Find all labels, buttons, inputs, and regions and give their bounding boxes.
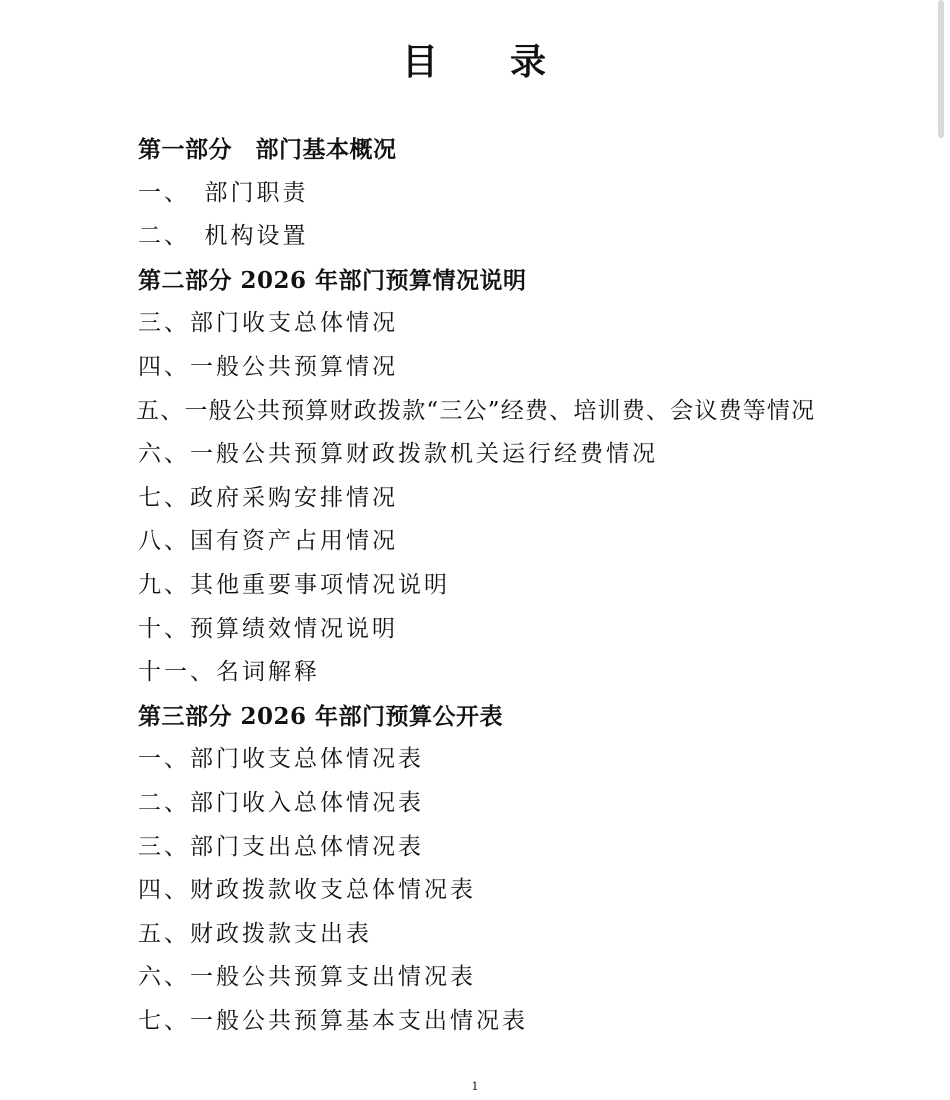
toc-item: 八、国有资产占用情况 <box>138 528 398 555</box>
toc-item: 五、财政拨款支出表 <box>138 920 372 947</box>
toc-item: 一、 部门职责 <box>138 179 309 206</box>
toc-part-2: 第二部分 2026 年部门预算情况说明 <box>138 266 527 294</box>
toc-item: 三、部门收支总体情况 <box>138 310 398 337</box>
toc-item: 一、部门收支总体情况表 <box>138 746 424 773</box>
page-number: 1 <box>471 1080 479 1093</box>
page-title <box>0 34 950 85</box>
toc-item: 四、一般公共预算情况 <box>138 353 398 380</box>
toc-item: 二、部门收入总体情况表 <box>138 789 424 816</box>
toc-item: 七、政府采购安排情况 <box>138 484 398 511</box>
title-char-left: 目 <box>401 41 440 83</box>
toc-item: 十一、名词解释 <box>138 659 320 686</box>
toc-part-1: 第一部分 部门基本概况 <box>138 136 397 163</box>
toc-item: 五、一般公共预算财政拨款“三公”经费、培训费、会议费等情况 <box>136 397 816 424</box>
toc-item: 九、其他重要事项情况说明 <box>138 571 450 598</box>
toc-item: 十、预算绩效情况说明 <box>138 615 398 642</box>
toc-part-3: 第三部分 2026 年部门预算公开表 <box>138 702 504 730</box>
toc-item: 二、 机构设置 <box>138 223 309 250</box>
toc-item: 六、一般公共预算支出情况表 <box>138 964 476 991</box>
toc-item: 七、一般公共预算基本支出情况表 <box>138 1007 528 1034</box>
toc-item: 六、一般公共预算财政拨款机关运行经费情况 <box>138 441 658 468</box>
toc-item: 三、部门支出总体情况表 <box>138 833 424 860</box>
toc-item: 四、财政拨款收支总体情况表 <box>138 877 476 904</box>
title-char-right: 录 <box>510 41 549 83</box>
table-of-contents <box>138 128 858 1043</box>
